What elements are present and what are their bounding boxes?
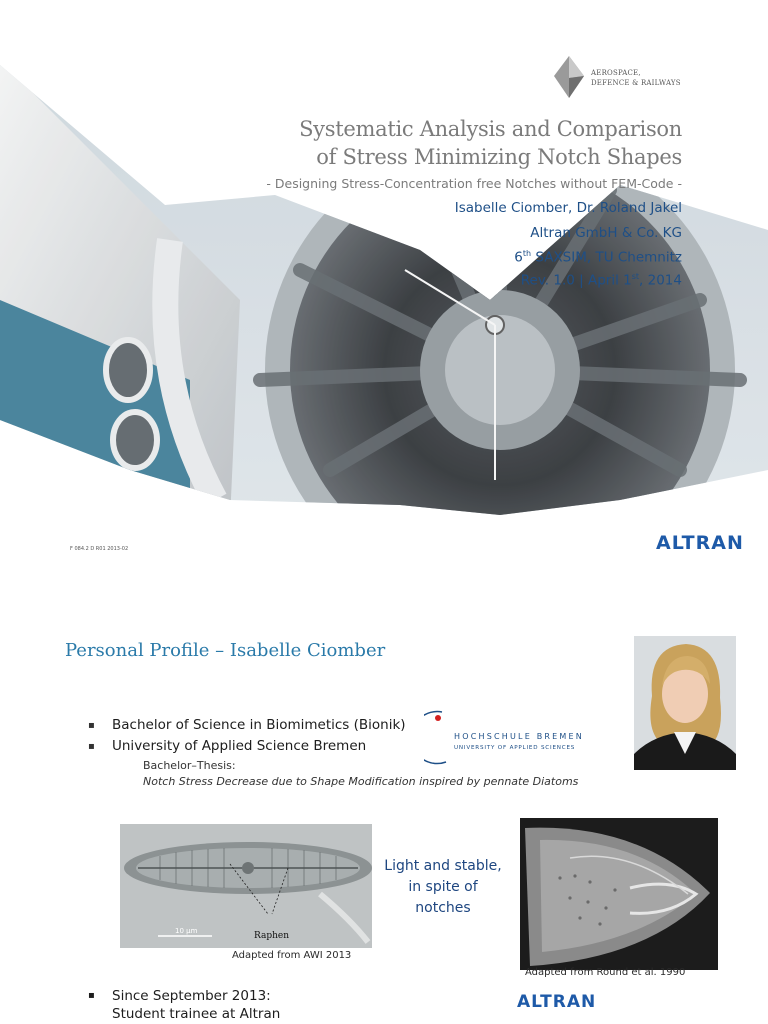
education-list	[88, 715, 406, 757]
slide-separator	[0, 576, 768, 600]
diatom-highlight-text: Light and stable, in spite of notches	[384, 858, 502, 916]
event-line: 6th SAXSIM, TU Chemnitz	[514, 249, 682, 266]
list-item: ▪ Bachelor of Science in Biomimetics (Bionik)	[88, 715, 406, 736]
svg-text:10 µm: 10 µm	[175, 927, 198, 935]
sem-micrograph	[520, 818, 718, 970]
hochschule-bremen-logo	[424, 708, 634, 766]
bullet-icon: ▪	[88, 990, 95, 1001]
document-code: F 084.2 D R01 2013-02	[70, 546, 129, 552]
altran-logo: ALTRAN	[656, 532, 744, 554]
svg-text:HOCHSCHULE BREMEN: HOCHSCHULE BREMEN	[454, 732, 584, 741]
altran-logo: ALTRAN	[517, 992, 597, 1012]
employment-list-item: ▪ Since September 2013: Student trainee at Altran	[88, 988, 281, 1022]
svg-text:Raphen: Raphen	[254, 931, 290, 941]
company-line: Altran GmbH & Co. KG	[530, 225, 682, 241]
caption-awi: Adapted from AWI 2013	[232, 950, 352, 961]
profile-photo	[634, 636, 736, 770]
presentation-subtitle: - Designing Stress-Concentration free Notches without FEM-Code -	[266, 176, 682, 191]
svg-text:UNIVERSITY OF APPLIED SCIENCES: UNIVERSITY OF APPLIED SCIENCES	[454, 745, 576, 751]
brand-diamond-logo-icon	[554, 56, 584, 98]
profile-slide	[0, 600, 768, 1024]
authors-line: Isabelle Ciomber, Dr. Roland Jakel	[454, 200, 682, 216]
revision-line: Rev. 1.0 | April 1st, 2014	[520, 272, 682, 289]
presentation-title: Systematic Analysis and Comparison of Stress Minimizing Notch Shapes	[299, 117, 682, 169]
slide-title: Personal Profile – Isabelle Ciomber	[65, 640, 386, 661]
thesis-title: Notch Stress Decrease due to Shape Modification inspired by pennate Diatoms	[143, 775, 579, 788]
list-item: ▪ University of Applied Science Bremen	[88, 736, 406, 757]
diatom-micrograph	[120, 824, 372, 948]
caption-round: Adapted from Round et al. 1990	[525, 967, 686, 978]
thesis-label: Bachelor–Thesis:	[143, 759, 236, 772]
division-brand-text: AEROSPACE, DEFENCE & RAILWAYS	[591, 69, 681, 87]
